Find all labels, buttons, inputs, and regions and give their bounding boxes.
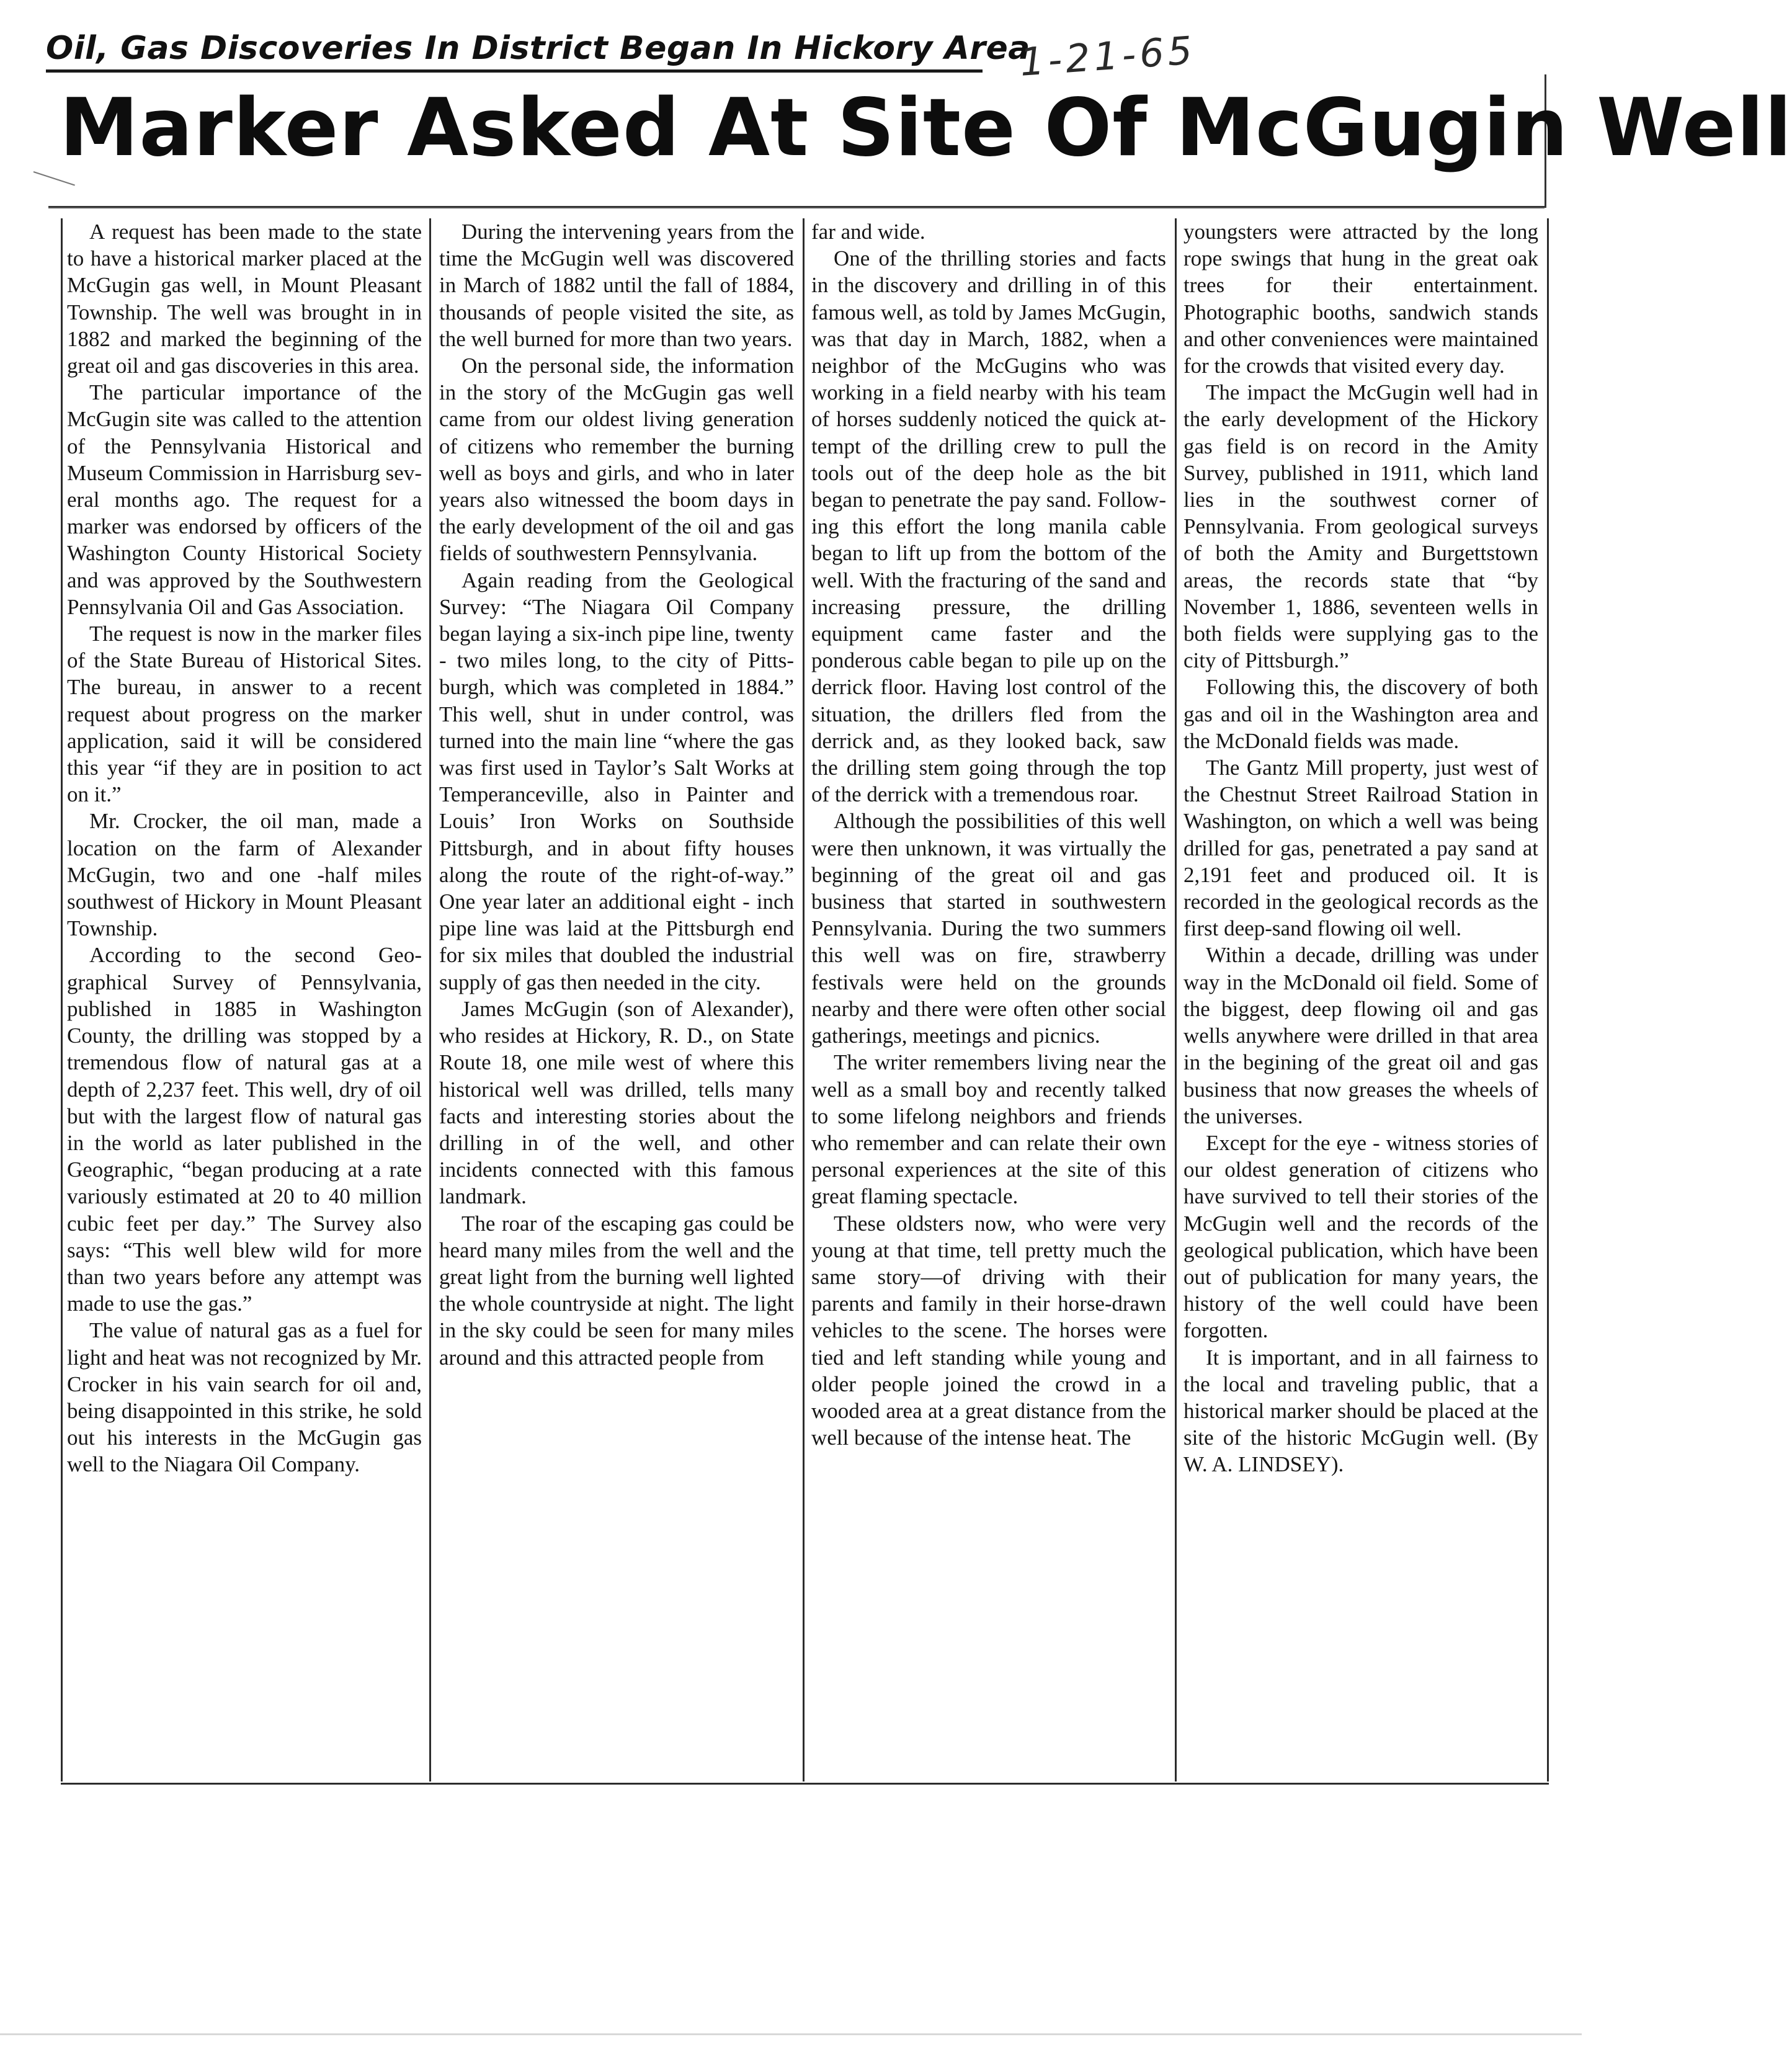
paragraph: Again reading from the Geological Survey: “The Niagara Oil Company began laying a six-inch pipe line, twenty - two miles long, to the city of Pittsburgh, which was completed in 1884.” This well, shut in under control, was turned into the main line “where the gas was first used in Taylor’s Salt Works at Temperanceville, also in Painter and Louis’ Iron Works on Southside Pittsburgh, and in about fifty houses along the route of the right-of-way.” One year later an additional eight - inch pipe line was laid at the Pittsburgh end for six miles that doubled the industrial supply of gas then needed in the city. [439, 568, 794, 994]
paragraph: During the intervening years from the time the McGugin well was discovered in March of 1882 until the fall of 1884, thousands of people visited the site, as the well burned for more than two years. [439, 220, 794, 351]
column-rule [1547, 218, 1549, 1782]
article-column-3 [811, 218, 1166, 1451]
column-bottom-rule [1175, 1783, 1549, 1785]
paragraph: One of the thrilling stories and facts in the discovery and drilling in of this famous well, as told by James McGugin, was that day in March, 1882, when a neighbor of the McGugins who was working in a field nearby with his team of horses suddenly noticed the quick attempt of the drilling crew to pull the tools out of the deep hole as the bit began to penetrate the pay sand. Following this effort the long manila cable began to lift up from the bottom of the well. With the fracturing of the sand and increasing pressure, the drilling equipment came faster and the ponderous cable began to pile up on the derrick floor. Having lost control of the situation, the drillers fled from the derrick and, as they looked back, saw the drilling stem going through the top of the derrick with a tremendous roar. [811, 246, 1166, 807]
column-bottom-rule [61, 1783, 431, 1785]
paragraph: The request is now in the marker files of the State Bureau of Historical Sites. The bureau, in answer to a recent request about progress on the marker application, said it will be considered this year “if they are in position to act on it.” [67, 622, 422, 807]
paragraph: youngsters were attracted by the long rope swings that hung in the great oak trees for their entertainment. Photographic booths, sandwich stands and other conveniences were maintained for the crowds that visited every day. [1184, 220, 1538, 378]
paragraph: The value of natural gas as a fuel for light and heat was not recognized by Mr. Crocker in his vain search for oil and, being disappointed in this strike, he sold out his interests in the McGugin gas well to the Niagara Oil Company. [67, 1318, 422, 1477]
page-bottom-edge [0, 2033, 1582, 2035]
article-column-2 [439, 218, 794, 1371]
paragraph: These oldsters now, who were very young at that time, tell pretty much the same story—of driving with their parents and family in their horse-drawn vehicles to the scene. The horses were tied and left standing while young and older people joined the crowd in a wooded area at a great distance from the well because of the intense heat. The [811, 1211, 1166, 1450]
article-column-4 [1184, 218, 1538, 1478]
column-rule [429, 218, 431, 1782]
paragraph: James McGugin (son of Alexander), who resides at Hickory, R. D., on State Route 18, one mile west of where this historical well was drilled, tells many facts and interesting stories about the drilling in of the well, and other incidents connected with this famous landmark. [439, 996, 794, 1209]
column-bottom-rule [429, 1783, 805, 1785]
paragraph: Although the possibilities of this well were then unknown, it was virtually the beginning of the great oil and gas business that started in southwestern Pennsylvania. During the two summers this well was on fire, strawberry festivals were held on the grounds nearby and there were often other social gatherings, meetings and picnics. [811, 809, 1166, 1048]
paragraph: A request has been made to the state to have a historical marker placed at the McGugin gas well, in Mount Pleasant Township. The well was brought in in 1882 and marked the beginning of the great oil and gas discoveries in this area. [67, 220, 422, 378]
paragraph: far and wide. [811, 220, 925, 244]
paragraph: Mr. Crocker, the oil man, made a location on the farm of Alexander McGugin, two and one -half miles southwest of Hickory in Mount Pleasant Township. [67, 809, 422, 941]
column-rule [1175, 218, 1177, 1782]
column-rule [61, 218, 63, 1782]
newspaper-clipping [33, 22, 1792, 1778]
headline-rule [48, 207, 1545, 208]
handwritten-date: 1-21-65 [1018, 27, 1198, 85]
main-headline: Marker Asked At Site Of McGugin Well [60, 82, 1792, 174]
paragraph: On the personal side, the information in the story of the McGugin gas well came from our oldest living generation of citizens who remember the burning well as boys and girls, and who in later years also witnessed the boom days in the early development of the oil and gas fields of southwestern Pennsylvania. [439, 354, 794, 566]
kicker-underline [46, 69, 983, 73]
paragraph: According to the second Geographical Survey of Pennsylvania, published in 1885 in Washington County, the drilling was stopped by a tremendous flow of natural gas at a depth of 2,237 feet. This well, dry of oil but with the largest flow of natural gas in the world as later published in the Geographic, “began producing at a rate variously estimated at 20 to 40 million cubic feet per day.” The Survey also says: “This well blew wild for more than two years before any attempt was made to use the gas.” [67, 943, 422, 1316]
paragraph: It is important, and in all fairness to the local and traveling public, that a historical marker should be placed at the site of the historic McGugin well. (By W. A. LINDSEY). [1184, 1345, 1538, 1477]
column-bottom-rule [803, 1783, 1177, 1785]
kicker-headline: Oil, Gas Discoveries In District Began In Hickory Area [46, 30, 1030, 67]
paragraph: Except for the eye - witness stories of our oldest generation of citizens who have survived to tell their stories of the McGugin well and the records of the geological publication, which have been out of publication for many years, the history of the well could have been forgotten. [1184, 1130, 1538, 1343]
column-rule [803, 218, 805, 1782]
paragraph: Following this, the discovery of both gas and oil in the Washington area and the McDonald fields was made. [1184, 675, 1538, 753]
article-body [61, 218, 1545, 1782]
paragraph: Within a decade, drilling was under way in the McDonald oil field. Some of the biggest, deep flowing oil and gas wells anywhere were drilled in that area in the begining of the great oil and gas business that now greases the wheels of the universes. [1184, 943, 1538, 1128]
paragraph: The writer remembers living near the well as a small boy and recently talked to some lifelong neighbors and friends who remember and can relate their own personal experiences at the site of this great flaming spectacle. [811, 1050, 1166, 1209]
article-column-1 [67, 218, 422, 1478]
paragraph: The Gantz Mill property, just west of the Chestnut Street Railroad Station in Washington, on which a well was being drilled for gas, penetrated a pay sand at 2,191 feet and produced oil. It is recorded in the geological records as the first deep-sand flowing oil well. [1184, 756, 1538, 941]
paragraph: The particular importance of the McGugin site was called to the attention of the Pennsylvania Historical and Museum Commission in Harrisburg several months ago. The request for a marker was endorsed by officers of the Washington County Historical Society and was approved by the Southwestern Pennsylvania Oil and Gas Association. [67, 380, 422, 619]
paragraph: The impact the McGugin well had in the early development of the Hickory gas field is on record in the Amity Survey, published in 1911, which land lies in the southwest corner of Pennsylvania. From geological surveys of both the Amity and Burgettstown areas, the records state that “by November 1, 1886, seventeen wells in both fields were supplying gas to the city of Pittsburgh.” [1184, 380, 1538, 673]
paragraph: The roar of the escaping gas could be heard many miles from the well and the great light from the burning well lighted the whole countryside at night. The light in the sky could be seen for many miles around and this attracted people from [439, 1211, 794, 1370]
